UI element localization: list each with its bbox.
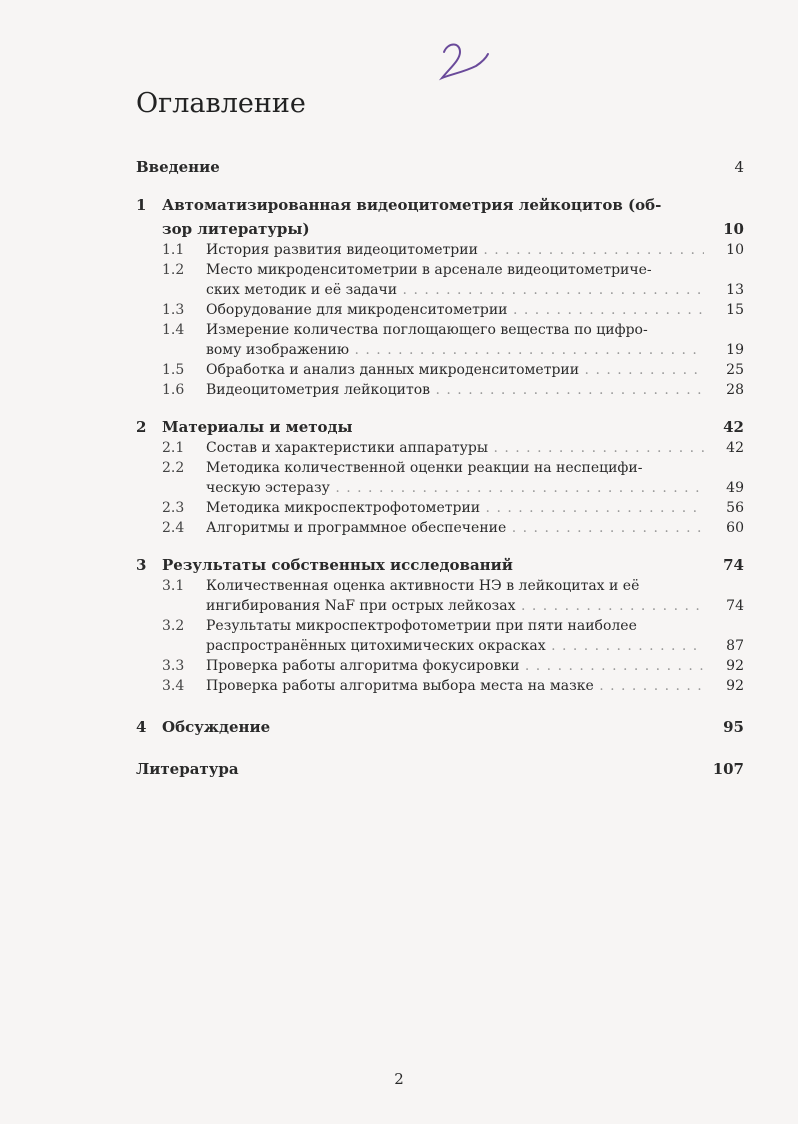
entry-number: 2.2 [162,460,185,476]
entry-number: 3.1 [162,578,185,594]
toc-entry-2-4[interactable] [136,520,744,536]
toc-entry-ch4[interactable] [136,718,744,736]
entry-label-cont: вому изображению . . . [206,342,704,358]
entry-number: 2.1 [162,440,185,456]
toc-entry-1-3[interactable] [136,302,744,318]
entry-page: 15 [726,302,744,318]
entry-page: 42 [723,418,744,436]
toc-entry-1-5[interactable] [136,362,744,378]
entry-page: 4 [734,158,744,176]
entry-label-cont: распространённых цитохимических окрасках . . . [206,638,704,654]
entry-label-cont: ских методик и её задачи . . . [206,282,704,298]
page-number: 2 [394,1070,404,1088]
entry-page: 19 [726,342,744,358]
handwritten-page-mark [434,38,494,88]
toc-entry-3-4[interactable] [136,678,744,694]
entry-label: Результаты микроспектрофотометрии при пяти наиболее [206,618,637,634]
entry-page: 107 [712,760,744,778]
entry-number: 4 [136,718,147,736]
toc-entry-1-4[interactable] [136,322,744,358]
toc-entry-2-1[interactable] [136,440,744,456]
toc-entry-intro[interactable] [136,158,744,176]
table-of-contents [136,158,744,778]
toc-entry-2-3[interactable] [136,500,744,516]
entry-number: 1.1 [162,242,185,258]
entry-page: 60 [726,520,744,536]
entry-label-cont: зор литературы) [162,220,310,238]
entry-label-cont: ингибирования NaF при острых лейкозах . . . [206,598,704,614]
entry-page: 28 [726,382,744,398]
toc-entry-3-2[interactable] [136,618,744,654]
entry-page: 56 [726,500,744,516]
entry-label: Литература [136,760,239,778]
entry-number: 1 [136,196,147,214]
entry-label: Состав и характеристики аппаратуры . . . [206,440,704,456]
entry-page: 92 [726,678,744,694]
entry-label: Количественная оценка активности НЭ в лейкоцитах и её [206,578,640,594]
toc-title: Оглавление [136,88,306,119]
entry-label: Измерение количества поглощающего вещества по цифро- [206,322,648,338]
entry-label: Алгоритмы и программное обеспечение . . . [206,520,704,536]
entry-number: 1.2 [162,262,185,278]
entry-page: 25 [726,362,744,378]
entry-number: 1.6 [162,382,185,398]
entry-label: Автоматизированная видеоцитометрия лейкоцитов (об- [162,196,662,214]
entry-number: 1.3 [162,302,185,318]
entry-page: 87 [726,638,744,654]
entry-page: 95 [723,718,744,736]
entry-number: 3.2 [162,618,185,634]
entry-number: 2 [136,418,147,436]
entry-label: Обсуждение [162,718,271,736]
entry-page: 49 [726,480,744,496]
toc-entry-literature[interactable] [136,760,744,778]
entry-page: 92 [726,658,744,674]
entry-label: Видеоцитометрия лейкоцитов . . . [206,382,704,398]
entry-page: 42 [726,440,744,456]
toc-entry-1-6[interactable] [136,382,744,398]
entry-label-cont: ческую эстеразу . . . [206,480,704,496]
entry-page: 74 [723,556,744,574]
entry-page: 74 [726,598,744,614]
entry-label: Место микроденситометрии в арсенале видеоцитометриче- [206,262,652,278]
toc-entry-1-2[interactable] [136,262,744,298]
toc-entry-3-3[interactable] [136,658,744,674]
toc-entry-3-1[interactable] [136,578,744,614]
toc-entry-ch1[interactable] [136,196,744,238]
toc-entry-ch2[interactable] [136,418,744,436]
entry-label: История развития видеоцитометрии . . . [206,242,704,258]
entry-label: Результаты собственных исследований [162,556,513,574]
entry-number: 3.4 [162,678,185,694]
entry-label: Оборудование для микроденситометрии . . . [206,302,704,318]
entry-label: Проверка работы алгоритма выбора места на мазке . . . [206,678,704,694]
entry-number: 2.3 [162,500,185,516]
entry-page: 10 [726,242,744,258]
entry-label: Материалы и методы [162,418,353,436]
toc-entry-ch3[interactable] [136,556,744,574]
entry-number: 1.5 [162,362,185,378]
entry-number: 3 [136,556,147,574]
toc-entry-2-2[interactable] [136,460,744,496]
entry-label: Введение [136,158,220,176]
entry-number: 2.4 [162,520,185,536]
entry-label: Методика микроспектрофотометрии . . . [206,500,704,516]
entry-label: Обработка и анализ данных микроденситометрии . . . [206,362,704,378]
entry-page: 10 [723,220,744,238]
entry-label: Методика количественной оценки реакции на неспецифи- [206,460,643,476]
entry-number: 1.4 [162,322,185,338]
entry-number: 3.3 [162,658,185,674]
toc-entry-1-1[interactable] [136,242,744,258]
entry-page: 13 [726,282,744,298]
entry-label: Проверка работы алгоритма фокусировки . . . [206,658,704,674]
